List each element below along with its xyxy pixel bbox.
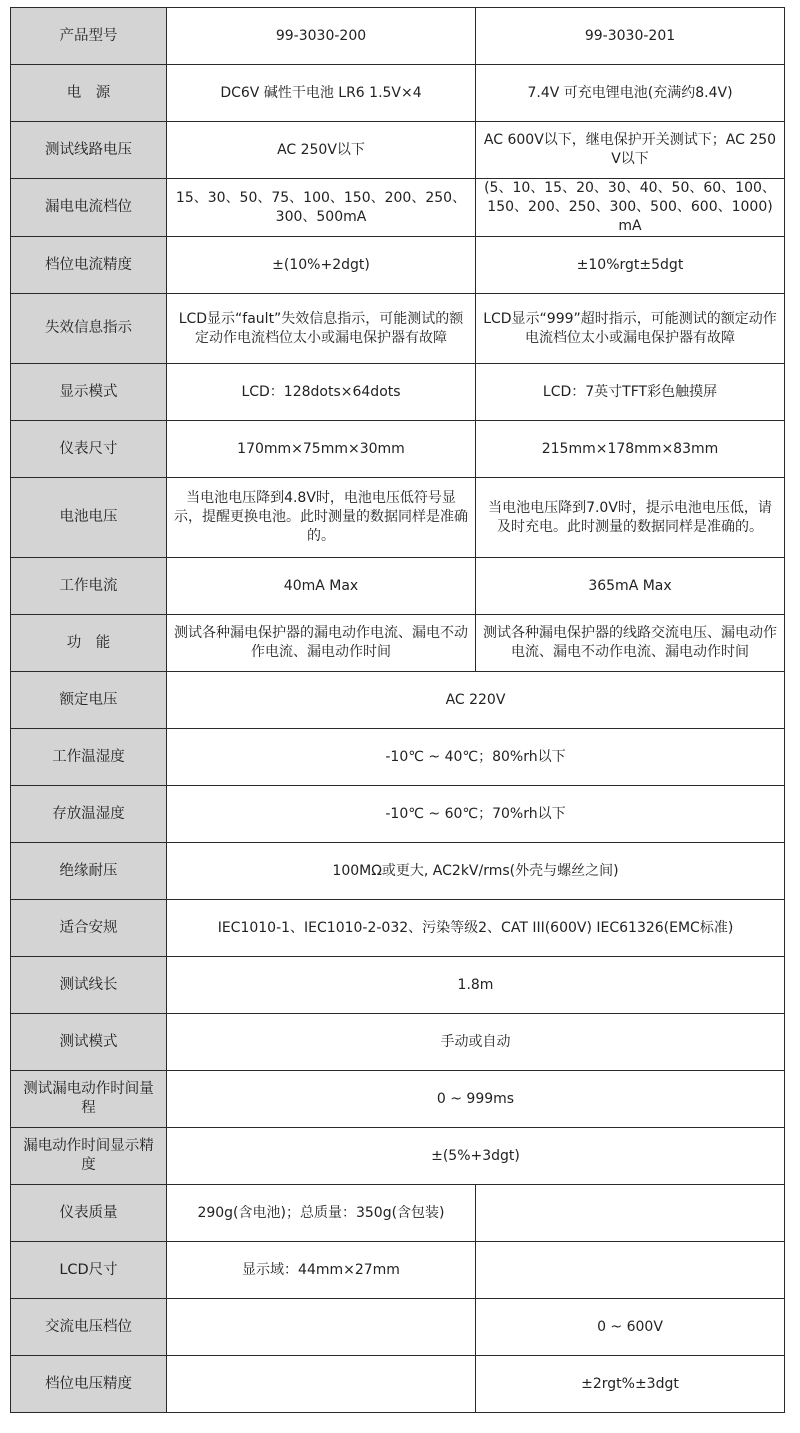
shared-value: AC 220V	[167, 672, 785, 729]
table-row	[11, 294, 785, 364]
table-row	[11, 1185, 785, 1242]
table-row	[11, 65, 785, 122]
model-a-value: 显示域：44mm×27mm	[167, 1242, 476, 1299]
shared-value: ±(5%+3dgt)	[167, 1128, 785, 1185]
model-a-value: AC 250V以下	[167, 122, 476, 179]
table-row	[11, 1071, 785, 1128]
row-label: 测试模式	[11, 1014, 167, 1071]
table-row	[11, 364, 785, 421]
model-a-value: 15、30、50、75、100、150、200、250、300、500mA	[167, 179, 476, 237]
table-row	[11, 237, 785, 294]
model-a-value: LCD：128dots×64dots	[167, 364, 476, 421]
table-row	[11, 957, 785, 1014]
table-row	[11, 421, 785, 478]
shared-value: -10℃ ~ 40℃；80%rh以下	[167, 729, 785, 786]
function-b-text: 测试各种漏电保护器的线路交流电压、漏电动作电流、漏电不动作电流、漏电动作时间	[483, 625, 777, 660]
table-row	[11, 615, 785, 672]
row-label: 适合安规	[11, 900, 167, 957]
model-b-value: 0 ~ 600V	[476, 1299, 785, 1356]
row-label: 产品型号	[11, 8, 167, 65]
row-label: 漏电电流档位	[11, 179, 167, 237]
row-label: 显示模式	[11, 364, 167, 421]
row-label: 工作电流	[11, 558, 167, 615]
model-a-value: LCD显示“fault”失效信息指示，可能测试的额定动作电流档位太小或漏电保护器有故障	[167, 294, 476, 364]
shared-value: 1.8m	[167, 957, 785, 1014]
model-b-value: 7.4V 可充电锂电池(充满约8.4V)	[476, 65, 785, 122]
table-row	[11, 1014, 785, 1071]
model-b-value	[476, 1185, 785, 1242]
row-label: 测试线长	[11, 957, 167, 1014]
row-label: 电 源	[11, 65, 167, 122]
row-label: 存放温湿度	[11, 786, 167, 843]
model-b-value: 365mA Max	[476, 558, 785, 615]
model-a-value: 当电池电压降到4.8V时，电池电压低符号显示，提醒更换电池。此时测量的数据同样是准确的。	[167, 478, 476, 558]
model-b-value: ±10%rgt±5dgt	[476, 237, 785, 294]
table-row	[11, 900, 785, 957]
table-row	[11, 179, 785, 237]
model-b-value: 当电池电压降到7.0V时，提示电池电压低，请及时充电。此时测量的数据同样是准确的。	[476, 478, 785, 558]
model-a-value: 290g(含电池)；总质量：350g(含包装)	[167, 1185, 476, 1242]
shared-value: 0 ~ 999ms	[167, 1071, 785, 1128]
row-label: 漏电动作时间显示精度	[11, 1128, 167, 1185]
model-a-value: 99-3030-200	[167, 8, 476, 65]
model-b-value: ±2rgt%±3dgt	[476, 1356, 785, 1413]
model-b-value: (5、10、15、20、30、40、50、60、100、150、200、250、300、500、600、1000)mA	[476, 179, 785, 237]
table-row	[11, 558, 785, 615]
model-a-value: 测试各种漏电保护器的漏电动作电流、漏电不动作电流、漏电动作时间	[167, 615, 476, 672]
shared-value: 100MΩ或更大, AC2kV/rms(外壳与螺丝之间)	[167, 843, 785, 900]
row-label: 失效信息指示	[11, 294, 167, 364]
row-label: 电池电压	[11, 478, 167, 558]
model-b-value: 215mm×178mm×83mm	[476, 421, 785, 478]
model-a-value: 170mm×75mm×30mm	[167, 421, 476, 478]
row-label: 工作温湿度	[11, 729, 167, 786]
model-a-value	[167, 1356, 476, 1413]
table-row	[11, 1356, 785, 1413]
shared-value: IEC1010-1、IEC1010-2-032、污染等级2、CAT III(600V) IEC61326(EMC标准)	[167, 900, 785, 957]
row-label: 功 能	[11, 615, 167, 672]
shared-value: -10℃ ~ 60℃；70%rh以下	[167, 786, 785, 843]
table-row	[11, 1242, 785, 1299]
table-row	[11, 672, 785, 729]
row-label: 绝缘耐压	[11, 843, 167, 900]
table-row	[11, 478, 785, 558]
table-row	[11, 843, 785, 900]
row-label: 测试漏电动作时间量程	[11, 1071, 167, 1128]
model-a-value: ±(10%+2dgt)	[167, 237, 476, 294]
row-label: 仪表尺寸	[11, 421, 167, 478]
row-label: LCD尺寸	[11, 1242, 167, 1299]
row-label: 交流电压档位	[11, 1299, 167, 1356]
model-b-value: LCD：7英寸TFT彩色触摸屏	[476, 364, 785, 421]
table-row	[11, 729, 785, 786]
model-a-value: 40mA Max	[167, 558, 476, 615]
table-row	[11, 8, 785, 65]
spec-table	[10, 7, 785, 1413]
shared-value: 手动或自动	[167, 1014, 785, 1071]
table-row	[11, 1299, 785, 1356]
model-a-value	[167, 1299, 476, 1356]
model-b-value: AC 600V以下，继电保护开关测试下；AC 250V以下	[476, 122, 785, 179]
table-row	[11, 786, 785, 843]
row-label: 档位电流精度	[11, 237, 167, 294]
model-b-value	[476, 615, 785, 672]
model-a-value: DC6V 碱性干电池 LR6 1.5V×4	[167, 65, 476, 122]
model-b-value	[476, 1242, 785, 1299]
row-label: 仪表质量	[11, 1185, 167, 1242]
row-label: 测试线路电压	[11, 122, 167, 179]
table-row	[11, 1128, 785, 1185]
row-label: 档位电压精度	[11, 1356, 167, 1413]
row-label: 额定电压	[11, 672, 167, 729]
model-b-value: 99-3030-201	[476, 8, 785, 65]
model-b-value: LCD显示“999”超时指示，可能测试的额定动作电流档位太小或漏电保护器有故障	[476, 294, 785, 364]
table-row	[11, 122, 785, 179]
